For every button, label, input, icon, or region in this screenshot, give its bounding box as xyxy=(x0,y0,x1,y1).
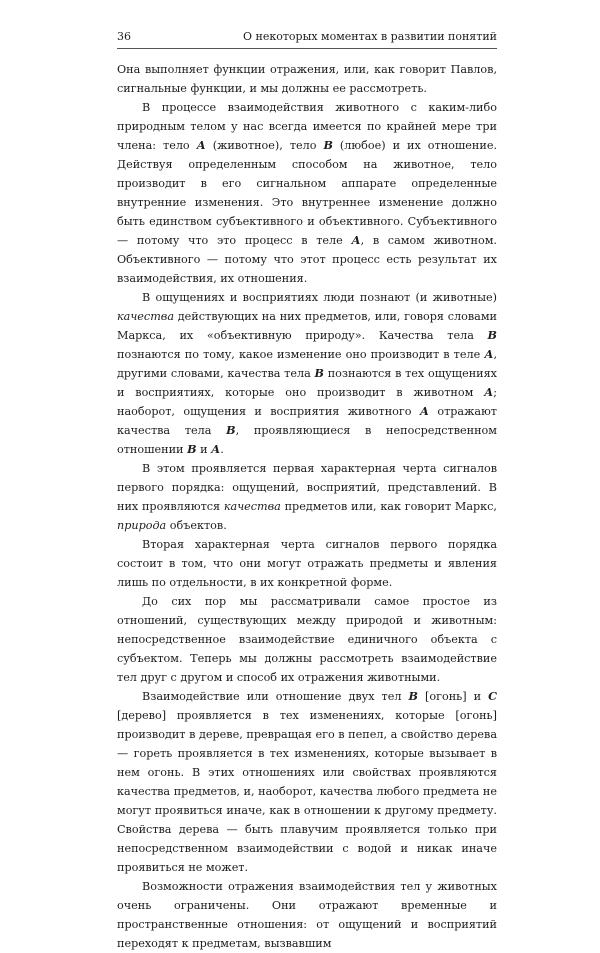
text-run: , проявляющиеся в непосредственном отношении xyxy=(117,424,497,456)
text-run: предметов или, как говорит Маркс, xyxy=(280,500,497,513)
page-header xyxy=(117,30,497,46)
page-number: 36 xyxy=(117,30,131,43)
text-run: Вторая характерная черта сигналов первого порядка состоит в том, что они могут отражать предметы и явления лишь по отдельности, в их конкретной форме. xyxy=(117,538,497,589)
text-run: В этом проявляется первая характерная черта сигналов первого порядка: ощущений, восприятий, представлений. В них проявляются xyxy=(117,462,497,513)
text-run: , в самом животном. Объективного — потому что этот процесс есть результат их взаимодействия, их отношения. xyxy=(117,234,497,285)
body-text xyxy=(117,60,497,953)
text-run: Она выполняет функции отражения, или, как говорит Павлов, сигнальные функции, и мы должны ее рассмотреть. xyxy=(117,63,497,95)
paragraph xyxy=(117,60,497,98)
paragraph xyxy=(117,288,497,459)
text-run: В ощущениях и восприятиях люди познают (и животные) xyxy=(142,291,497,304)
header-rule xyxy=(117,48,497,49)
text-run: действующих на них предметов, или, говоря словами Маркса, их «объективную природу». Качества тела xyxy=(117,310,497,342)
text-run: познаются по тому, какое изменение оно производит в теле xyxy=(117,348,485,361)
text-run: и xyxy=(196,443,212,456)
emphasis-letter: А xyxy=(484,385,494,399)
emphasis-word: природа xyxy=(117,519,167,532)
text-run: (любое) и их отношение. Действуя определенным способом на животное, тело производит в его сигнальном аппарате определенные внутренние изменения. Это внутреннее изменение должно быть единством субъективного и объективного. Субъективного — потому что это процесс в теле xyxy=(117,139,498,247)
emphasis-letter: А xyxy=(211,442,221,456)
emphasis-letter: В xyxy=(314,366,324,380)
paragraph xyxy=(117,877,497,953)
emphasis-letter: С xyxy=(488,689,498,703)
text-run: В процессе взаимодействия животного с каким-либо природным телом у нас всегда имеется по крайней мере три члена: тело xyxy=(117,101,497,152)
text-run: объектов. xyxy=(166,519,227,532)
text-run: (животное), тело xyxy=(205,139,324,152)
text-run: [огонь] и xyxy=(417,690,489,703)
emphasis-word: качества xyxy=(223,500,281,513)
emphasis-word: качества xyxy=(117,310,174,323)
paragraph xyxy=(117,592,497,687)
running-title: О некоторых моментах в развитии понятий xyxy=(242,30,497,43)
text-run: Взаимодействие или отношение двух тел xyxy=(142,690,409,703)
text-run: До сих пор мы рассматривали самое простое из отношений, существующих между природой и животным: непосредственное взаимодействие единичного объекта с субъектом. Теперь мы должны рассмотреть взаимодействие тел друг с другом и способ их отражения животными. xyxy=(117,595,497,684)
emphasis-letter: А xyxy=(484,347,494,361)
emphasis-letter: А xyxy=(196,138,206,152)
text-run: ; наоборот, ощущения и восприятия животного xyxy=(117,386,497,418)
emphasis-letter: В xyxy=(487,328,497,342)
emphasis-letter: В xyxy=(408,689,418,703)
paragraph xyxy=(117,98,497,288)
text-run: отражают качества тела xyxy=(117,405,497,437)
emphasis-letter: В xyxy=(187,442,197,456)
paragraph xyxy=(117,535,497,592)
paragraph xyxy=(117,459,497,535)
emphasis-letter: В xyxy=(323,138,333,152)
emphasis-letter: В xyxy=(226,423,236,437)
emphasis-letter: А xyxy=(419,404,429,418)
text-run: , другими словами, качества тела xyxy=(117,348,497,380)
text-run: познаются в тех ощущениях и восприятиях, которые оно производит в животном xyxy=(117,367,497,399)
emphasis-letter: А xyxy=(351,233,361,247)
text-run: Возможности отражения взаимодействия тел у животных очень ограничены. Они отражают временные и пространственные отношения: от ощущений и восприятий переходят к предметам, вызвавшим xyxy=(117,880,497,950)
text-run: . xyxy=(220,443,224,456)
text-run: [дерево] проявляется в тех изменениях, которые [огонь] производит в дереве, превращая его в пепел, а свойство дерева — гореть проявляется в тех изменениях, которые вызывает в нем огонь. В этих отношениях или свойствах проявляются качества предметов, и, наоборот, качества любого предмета не могут проявиться иначе, как в отношении к другому предмету. Свойства дерева — быть плавучим проявляется только при непосредственном взаимодействии с водой и никак иначе проявиться не может. xyxy=(117,709,497,874)
paragraph xyxy=(117,687,497,877)
